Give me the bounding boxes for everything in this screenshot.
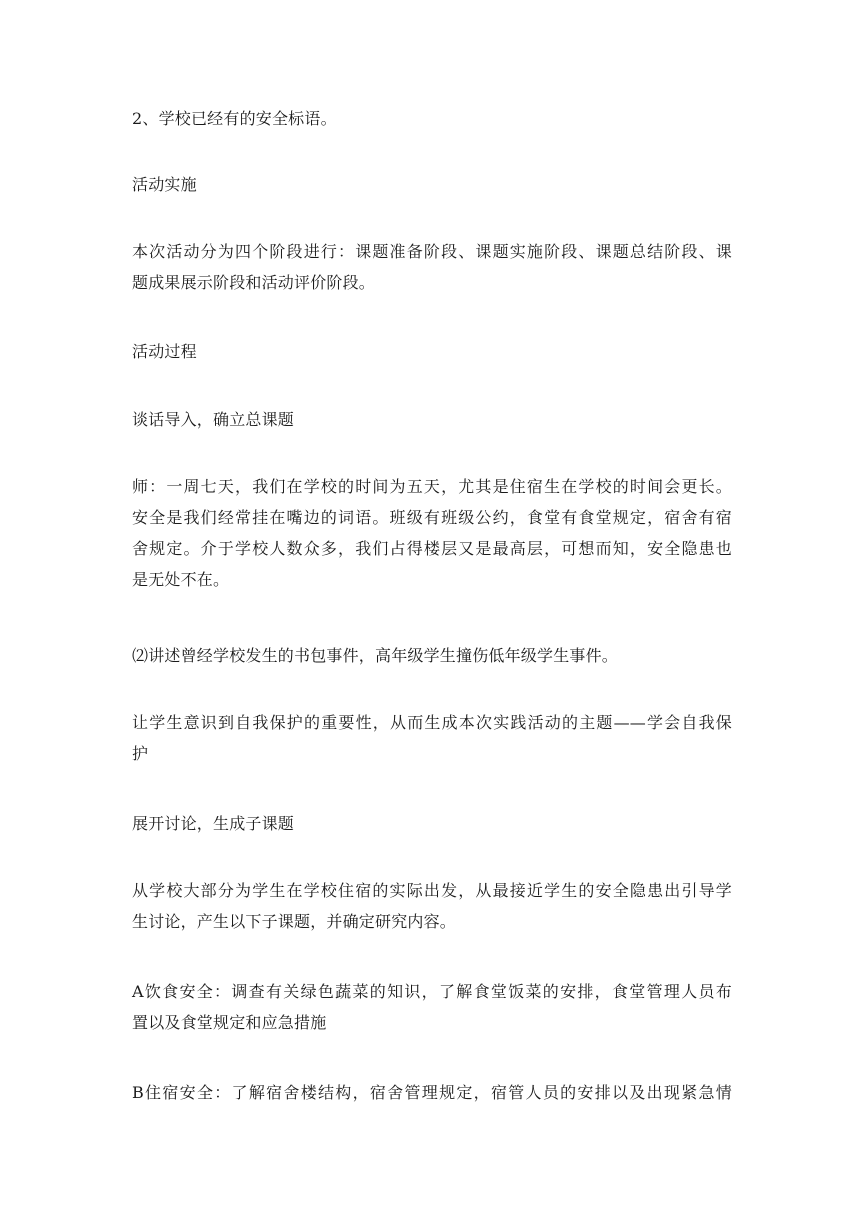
- text-line: 题成果展示阶段和活动评价阶段。: [132, 273, 376, 292]
- paragraph-subtopic-origin: [132, 875, 732, 937]
- heading-discussion-subtopics: [132, 808, 732, 839]
- text-line: 护: [132, 744, 149, 763]
- paragraph-food-safety: [132, 976, 732, 1038]
- text-line: 谈话导入，确立总课题: [132, 410, 295, 429]
- text-line: 本次活动分为四个阶段进行：课题准备阶段、课题实施阶段、课题总结阶段、课: [132, 242, 732, 261]
- text-line: 生讨论，产生以下子课题，并确定研究内容。: [132, 912, 457, 931]
- text-line: 是无处不在。: [132, 570, 230, 589]
- heading-activity-process: [132, 336, 732, 367]
- text-line: 舍规定。介于学校人数众多，我们占得楼层又是最高层，可想而知，安全隐患也: [132, 539, 732, 558]
- heading-activity-implementation: [132, 169, 732, 200]
- paragraph-dorm-safety: [132, 1077, 732, 1108]
- text-line: ⑵讲述曾经学校发生的书包事件，高年级学生撞伤低年级学生事件。: [132, 646, 619, 665]
- paragraph-teacher-speech: [132, 471, 732, 595]
- paragraph-four-stages: [132, 236, 732, 298]
- paragraph-schoolbag-incident: [132, 640, 732, 671]
- text-line: 活动实施: [132, 175, 197, 194]
- heading-talk-intro: [132, 404, 732, 435]
- paragraph-self-protection-theme: [132, 707, 732, 769]
- text-line: 让学生意识到自我保护的重要性，从而生成本次实践活动的主题——学会自我保: [132, 713, 732, 732]
- text-line: 师：一周七天，我们在学校的时间为五天，尤其是住宿生在学校的时间会更长。: [132, 477, 732, 496]
- text-line: 展开讨论，生成子课题: [132, 814, 295, 833]
- text-line: 置以及食堂规定和应急措施: [132, 1013, 327, 1032]
- text-line: 活动过程: [132, 342, 197, 361]
- text-line: B住宿安全：了解宿舍楼结构，宿舍管理规定，宿管人员的安排以及出现紧急情: [132, 1083, 732, 1102]
- text-line: 安全是我们经常挂在嘴边的词语。班级有班级公约，食堂有食堂规定，宿舍有宿: [132, 508, 732, 527]
- text-line: 2、学校已经有的安全标语。: [132, 109, 337, 128]
- paragraph-slogans: [132, 103, 732, 134]
- text-line: A饮食安全：调查有关绿色蔬菜的知识，了解食堂饭菜的安排，食堂管理人员布: [132, 982, 732, 1001]
- text-line: 从学校大部分为学生在学校住宿的实际出发，从最接近学生的安全隐患出引导学: [132, 881, 732, 900]
